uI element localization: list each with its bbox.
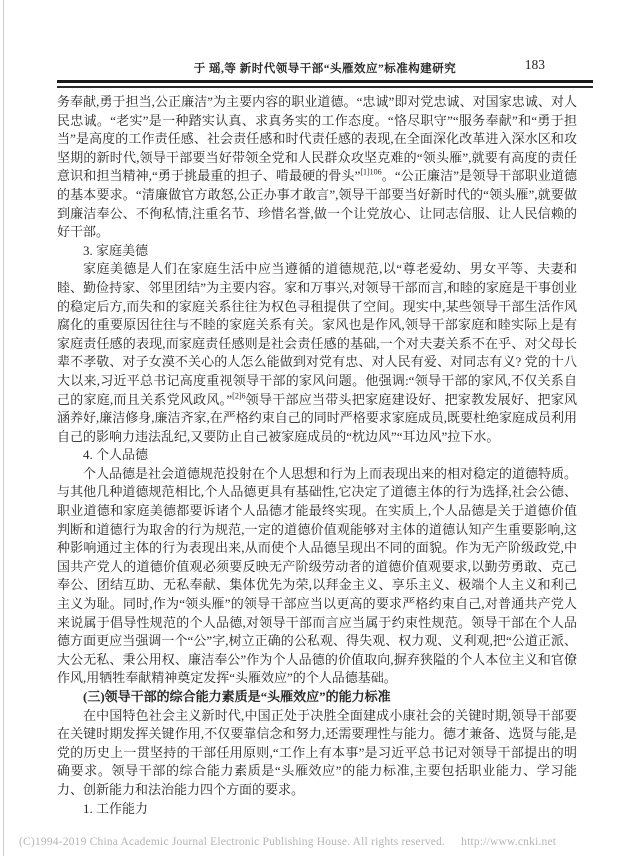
page-edge-line (3, 0, 4, 856)
heading-personal-virtue: 4. 个人品德 (83, 447, 149, 463)
paragraph-family-virtue (57, 260, 577, 446)
footer-copyright: (C)1994-2019 China Academic Journal Electronic Publishing House. All rights reserved. (19, 836, 446, 848)
page-footer (19, 836, 556, 848)
running-title: 于 瑶,等 新时代领导干部“头雁效应”标准构建研究 (193, 63, 457, 75)
paragraph-text: 领导干部应当带头把家庭建设好、把家教发展好、把家风涵养好,廉洁修身,廉洁齐家,在严格约束自己的同时严格要求家庭成员,既要杜绝家庭成员利用自己的影响力违法乱纪,又要防止自己被家庭成员的“枕边风”“耳边风”拉下水。 (57, 391, 578, 444)
citation-superscript: [1]106 (360, 168, 382, 178)
footer-cnki-url: http://www.cnki.net (461, 836, 557, 848)
header-rule-thin (57, 86, 593, 88)
paragraph-ability: 在中国特色社会主义新时代,中国正处于决胜全面建成小康社会的关键时期,领导干部要在关键时期发挥关键作用,不仅要靠信念和努力,还需要理性与能力。德才兼备、选贤与能,是党的历史上一贯坚持的干部任用原则,“工作上有本事”是习近平总书记对领导干部提出的明确要求。领导干部的综合能力素质是“头雁效应”的能力标准,主要包括职业能力、学习能力、创新能力和法治能力四个方面的要求。 (57, 707, 577, 797)
paragraph-text: 务奉献,勇于担当,公正廉洁”为主要内容的职业道德。“忠诚”即对党忠诚、对国家忠诚、对人民忠诚。“老实”是一种踏实认真、求真务实的工作态度。“恪尽职守”“服务奉献”和“勇于担当”是高度的工作责任感、社会责任感和时代责任感的表现,在全面深化改革进入深水区和攻坚期的新时代,领导干部要当好带领全党和人民群众攻坚克难的“领头雁”,就要有高度的责任意识和担当精神,“勇于挑最重的担子、啃最硬的骨头” (57, 94, 577, 184)
citation-superscript: [2]6 (232, 391, 246, 401)
heading-family-virtue: 3. 家庭美德 (83, 242, 149, 258)
header-rule-thick (57, 80, 593, 83)
heading-work-ability: 1. 工作能力 (83, 800, 149, 816)
page-header (57, 57, 593, 78)
paragraph-text: 家庭美德是人们在家庭生活中应当遵循的道德规范,以“尊老爱幼、男女平等、夫妻和睦、勤俭持家、邻里团结”为主要内容。家和万事兴,对领导干部而言,和睦的家庭是干事创业的稳定后方,而失和的家庭关系往往为权色寻租提供了空间。现实中,某些领导干部生活作风腐化的重要原因往往与不睦的家庭关系有关。家风也是作风,领导干部家庭和睦实际上是有家庭责任感的表现,而家庭责任感则是社会责任感的基础,一个对夫妻关系不在乎、对父母长辈不孝敬、对子女漠不关心的人怎么能做到对党有忠、对人民有爱、对同志有义? 党的十八大以来,习近平总书记高度重视领导干部的家风问题。他强调:“领导干部的家风,不仅关系自己的家庭,而且关系党风政风。” (57, 261, 577, 407)
paragraph-occupational-ethics (57, 93, 577, 242)
body-text-column (57, 93, 577, 818)
page-number: 183 (524, 57, 545, 72)
heading-ability-section: (三)领导干部的综合能力素质是“头雁效应”的能力标准 (83, 689, 391, 704)
paragraph-text: 。“公正廉洁”是领导干部职业道德的基本要求。“清廉做官方敢怒,公正办事才敢言”,领导干部要当好新时代的“领头雁”,就要做到廉洁奉公、不徇私情,注重名节、珍惜名誉,做一个让党放心、让同志信服、让人民信赖的好干部。 (57, 168, 577, 240)
paragraph-personal-virtue: 个人品德是社会道德规范投射在个人思想和行为上而表现出来的相对稳定的道德特质。与其他几种道德规范相比,个人品德更具有基础性,它决定了道德主体的行为选择,社会公德、职业道德和家庭美德都要诉诸个人品德才能最终实现。在实质上,个人品德是关于道德价值判断和道德行为取舍的行为规范,一定的道德价值观能够对主体的道德认知产生重要影响,这种影响通过主体的行为表现出来,从而使个人品德呈现出不同的面貌。作为无产阶级政党,中国共产党人的道德价值观必须要反映无产阶级劳动者的道德价值观要求,以勤劳勇敢、克己奉公、团结互助、无私奉献、集体优先为荣,以拜金主义、享乐主义、极端个人主义和利己主义为耻。同时,作为“领头雁”的领导干部应当以更高的要求严格约束自己,对普通共产党人来说属于倡导性规范的个人品德,对领导干部而言应当属于约束性规范。领导干部在个人品德方面更应当强调一个“公”字,树立正确的公私观、得失观、权力观、义利观,把“公道正派、大公无私、秉公用权、廉洁奉公”作为个人品德的价值取向,摒弃狭隘的个人本位主义和官僚作风,用牺牲奉献精神奠定发挥“头雁效应”的个人品德基础。 (57, 465, 578, 686)
